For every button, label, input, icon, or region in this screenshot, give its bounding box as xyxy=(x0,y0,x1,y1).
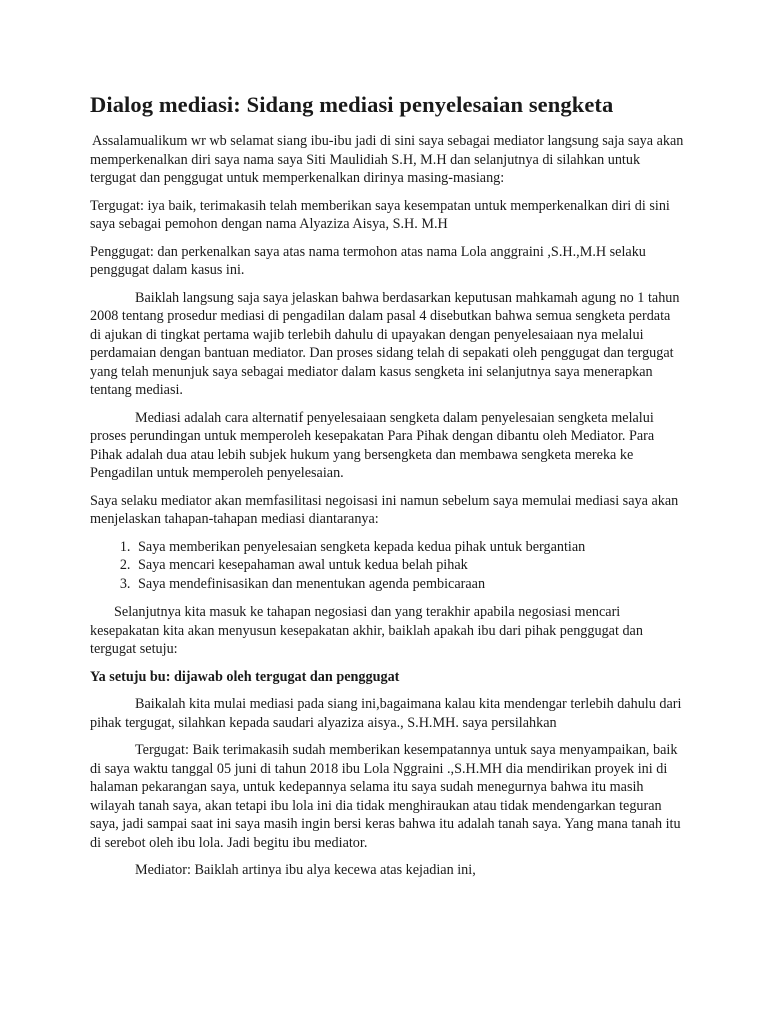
document-body xyxy=(90,132,684,889)
list-item: 2. Saya mencari kesepahaman awal untuk kedua belah pihak xyxy=(134,556,684,575)
paragraph-stages-intro: Saya selaku mediator akan memfasilitasi negoisasi ini namun sebelum saya memulai mediasi saya akan menjelaskan tahapan-tahapan mediasi diantaranya: xyxy=(90,492,679,527)
paragraph-legal-basis: Baiklah langsung saja saya jelaskan bahwa berdasarkan keputusan mahkamah agung no 1 tahun 2008 tentang prosedur mediasi di pengadilan dalam pasal 4 disebutkan bahwa semua sengketa perdata di ajukan di tingkat pertama wajib terlebih dahulu di upayakan dengan penyelesaiaan nya melalui perdamaian dengan bantuan mediator. Dan proses sidang telah di sepakati oleh penggugat dan tergugat yang telah menunjuk saya sebagai mediator dalam kasus sengketa ini selanjutnya saya menerapkan tentang mediasi. xyxy=(90,289,680,398)
paragraph-tergugat-statement: Tergugat: Baik terimakasih sudah memberikan kesempatannya untuk saya menyampaikan, baik di saya waktu tanggal 05 juni di tahun 2018 ibu Lola Nggraini .,S.H.MH dia mendirikan proyek ini di halaman pekarangan saya, untuk kedepannya selama itu saya sudah menegurnya bahwa itu masih wilayah tanah saya, akan tetapi ibu lola ini dia tidak menghiraukan atau tidak mendengarkan teguran saya, jadi sampai saat ini saya masih ingin bersi keras bahwa itu adalah tanah saya. Yang mana tanah itu di serebot oleh ibu lola. Jadi begitu ibu mediator. xyxy=(90,742,681,851)
paragraph-negotiation: Selanjutnya kita masuk ke tahapan negosiasi dan yang terakhir apabila negosiasi mencari kesepakatan kita akan menyusun kesepakatan akhir, baiklah apakah ibu dari pihak penggugat dan tergugat setuju: xyxy=(90,604,643,657)
document-title: Dialog mediasi: Sidang mediasi penyelesaian sengketa xyxy=(90,92,614,117)
list-item: 3. Saya mendefinisasikan dan menentukan agenda pembicaraan xyxy=(134,575,684,594)
stages-list xyxy=(90,538,684,594)
paragraph-agreement: Ya setuju bu: dijawab oleh tergugat dan penggugat xyxy=(90,668,400,685)
paragraph-tergugat-intro: Tergugat: iya baik, terimakasih telah memberikan saya kesempatan untuk memperkenalkan diri di sini saya sebagai pemohon dengan nama Alyaziza Aisya, S.H. M.H xyxy=(90,197,670,232)
list-item: 1. Saya memberikan penyelesaian sengketa kepada kedua pihak untuk bergantian xyxy=(134,538,684,557)
paragraph-begin-mediation: Baikalah kita mulai mediasi pada siang ini,bagaimana kalau kita mendengar terlebih dahulu dari pihak tergugat, silahkan kepada saudari alyaziza aisya., S.H.MH. saya persilahkan xyxy=(90,696,682,731)
paragraph-opening: Assalamualikum wr wb selamat siang ibu-ibu jadi di sini saya sebagai mediator langsung saja saya akan memperkenalkan diri saya nama saya Siti Maulidiah S.H, M.H dan selanjutnya di silahkan untuk tergugat dan penggugat untuk memperkenalkan dirinya masing-masiang: xyxy=(90,133,684,186)
paragraph-mediation-definition: Mediasi adalah cara alternatif penyelesaiaan sengketa dalam penyelesaian sengketa melalui proses perundingan untuk memperoleh kesepakatan Para Pihak dengan dibantu oleh Mediator. Para Pihak adalah dua atau lebih subjek hukum yang bersengketa dan membawa sengketa mereka ke Pengadilan untuk memperoleh penyelesaian. xyxy=(90,409,655,481)
paragraph-penggugat-intro: Penggugat: dan perkenalkan saya atas nama termohon atas nama Lola anggraini ,S.H.,M.H selaku penggugat dalam kasus ini. xyxy=(90,243,646,278)
paragraph-mediator-response: Mediator: Baiklah artinya ibu alya kecewa atas kejadian ini, xyxy=(135,862,476,878)
